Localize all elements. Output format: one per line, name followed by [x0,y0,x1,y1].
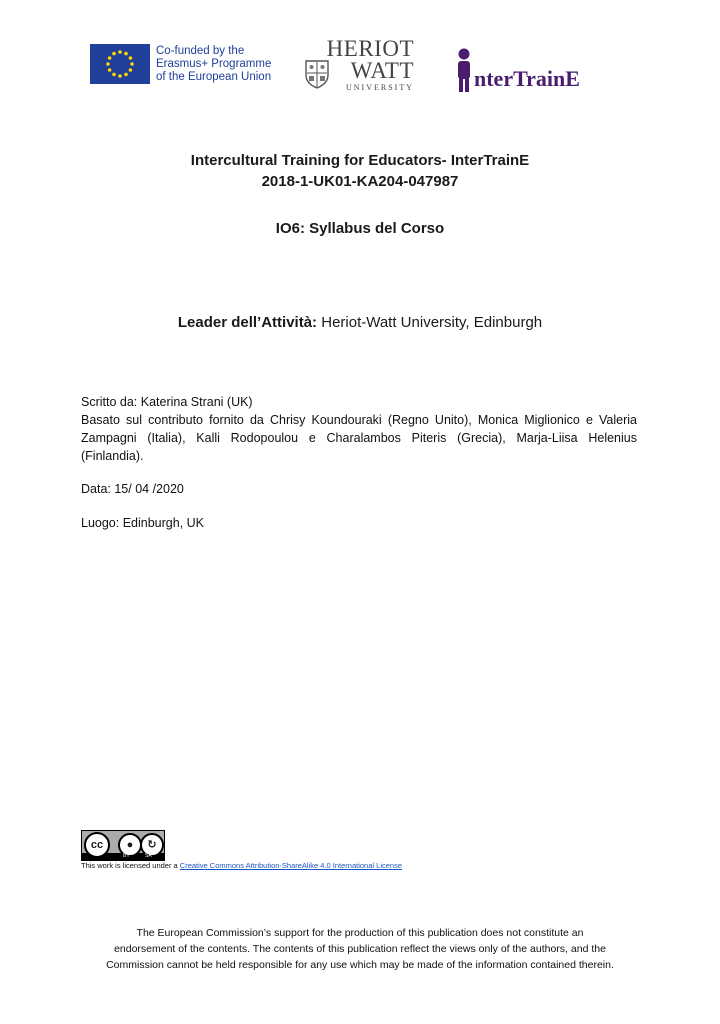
disclaimer-line-2: endorsement of the contents. The contents of this publication reflect the views only of the authors, and the [114,943,606,955]
io-title: IO6: Syllabus del Corso [275,220,445,237]
erasmus-line-2: Erasmus+ Programme [156,57,272,70]
eu-disclaimer [60,925,660,973]
watt-wordmark: WATT [350,58,414,83]
header-logos [90,38,640,98]
license-link[interactable]: Creative Commons Attribution-ShareAlike 4.0 International License [179,861,402,870]
intertraine-wordmark: nterTrainE [474,66,580,91]
project-title [0,150,720,192]
cc-icon: cc [84,832,110,858]
erasmus-text [156,45,271,84]
contributors: Basato sul contributo fornito da Chrisy Koundouraki (Regno Unito), Monica Miglionico e Valeria Zampagni (Italia), Kalli Rodopoulou e Charalambos Piteris (Grecia), Marja-Liisa Helenius (Finlandia). [81,413,637,463]
heriot-wordmark: HERIOT [326,36,414,61]
erasmus-line-1: Co-funded by the [156,44,245,57]
by-label: BY [123,853,130,859]
share-alike-icon: ↻ [140,833,164,857]
person-icon [456,48,472,92]
heriot-watt-crest-icon [304,59,330,89]
project-title-line: Intercultural Training for Educators- InterTrainE [190,152,530,169]
heriot-watt-logo [304,38,414,98]
project-code: 2018-1-UK01-KA204-047987 [261,173,459,190]
document-date: Data: 15/ 04 /2020 [81,482,184,496]
activity-leader [0,314,720,331]
activity-leader-value: Heriot-Watt University, Edinburgh [317,314,543,331]
erasmus-line-3: of the European Union [156,70,272,83]
written-by: Scritto da: Katerina Strani (UK) [81,395,253,409]
document-place: Luogo: Edinburgh, UK [81,516,205,530]
attribution-icon: ● [118,833,142,857]
disclaimer-line-1: The European Commission’s support for the production of this publication does not constitute an [136,927,584,939]
disclaimer-line-3: Commission cannot be held responsible for any use which may be made of the information contained therein. [106,959,614,971]
eu-flag-icon [90,44,150,84]
cc-by-sa-badge [81,830,165,861]
activity-leader-label: Leader dell’Attività: [177,314,318,331]
license-notice [81,861,402,870]
intertraine-logo [456,40,580,92]
sa-label: SA [145,853,152,859]
authors-block [81,393,637,465]
university-wordmark: UNIVERSITY [346,83,414,92]
license-prefix: This work is licensed under a [81,861,180,870]
erasmus-logo [90,44,271,84]
